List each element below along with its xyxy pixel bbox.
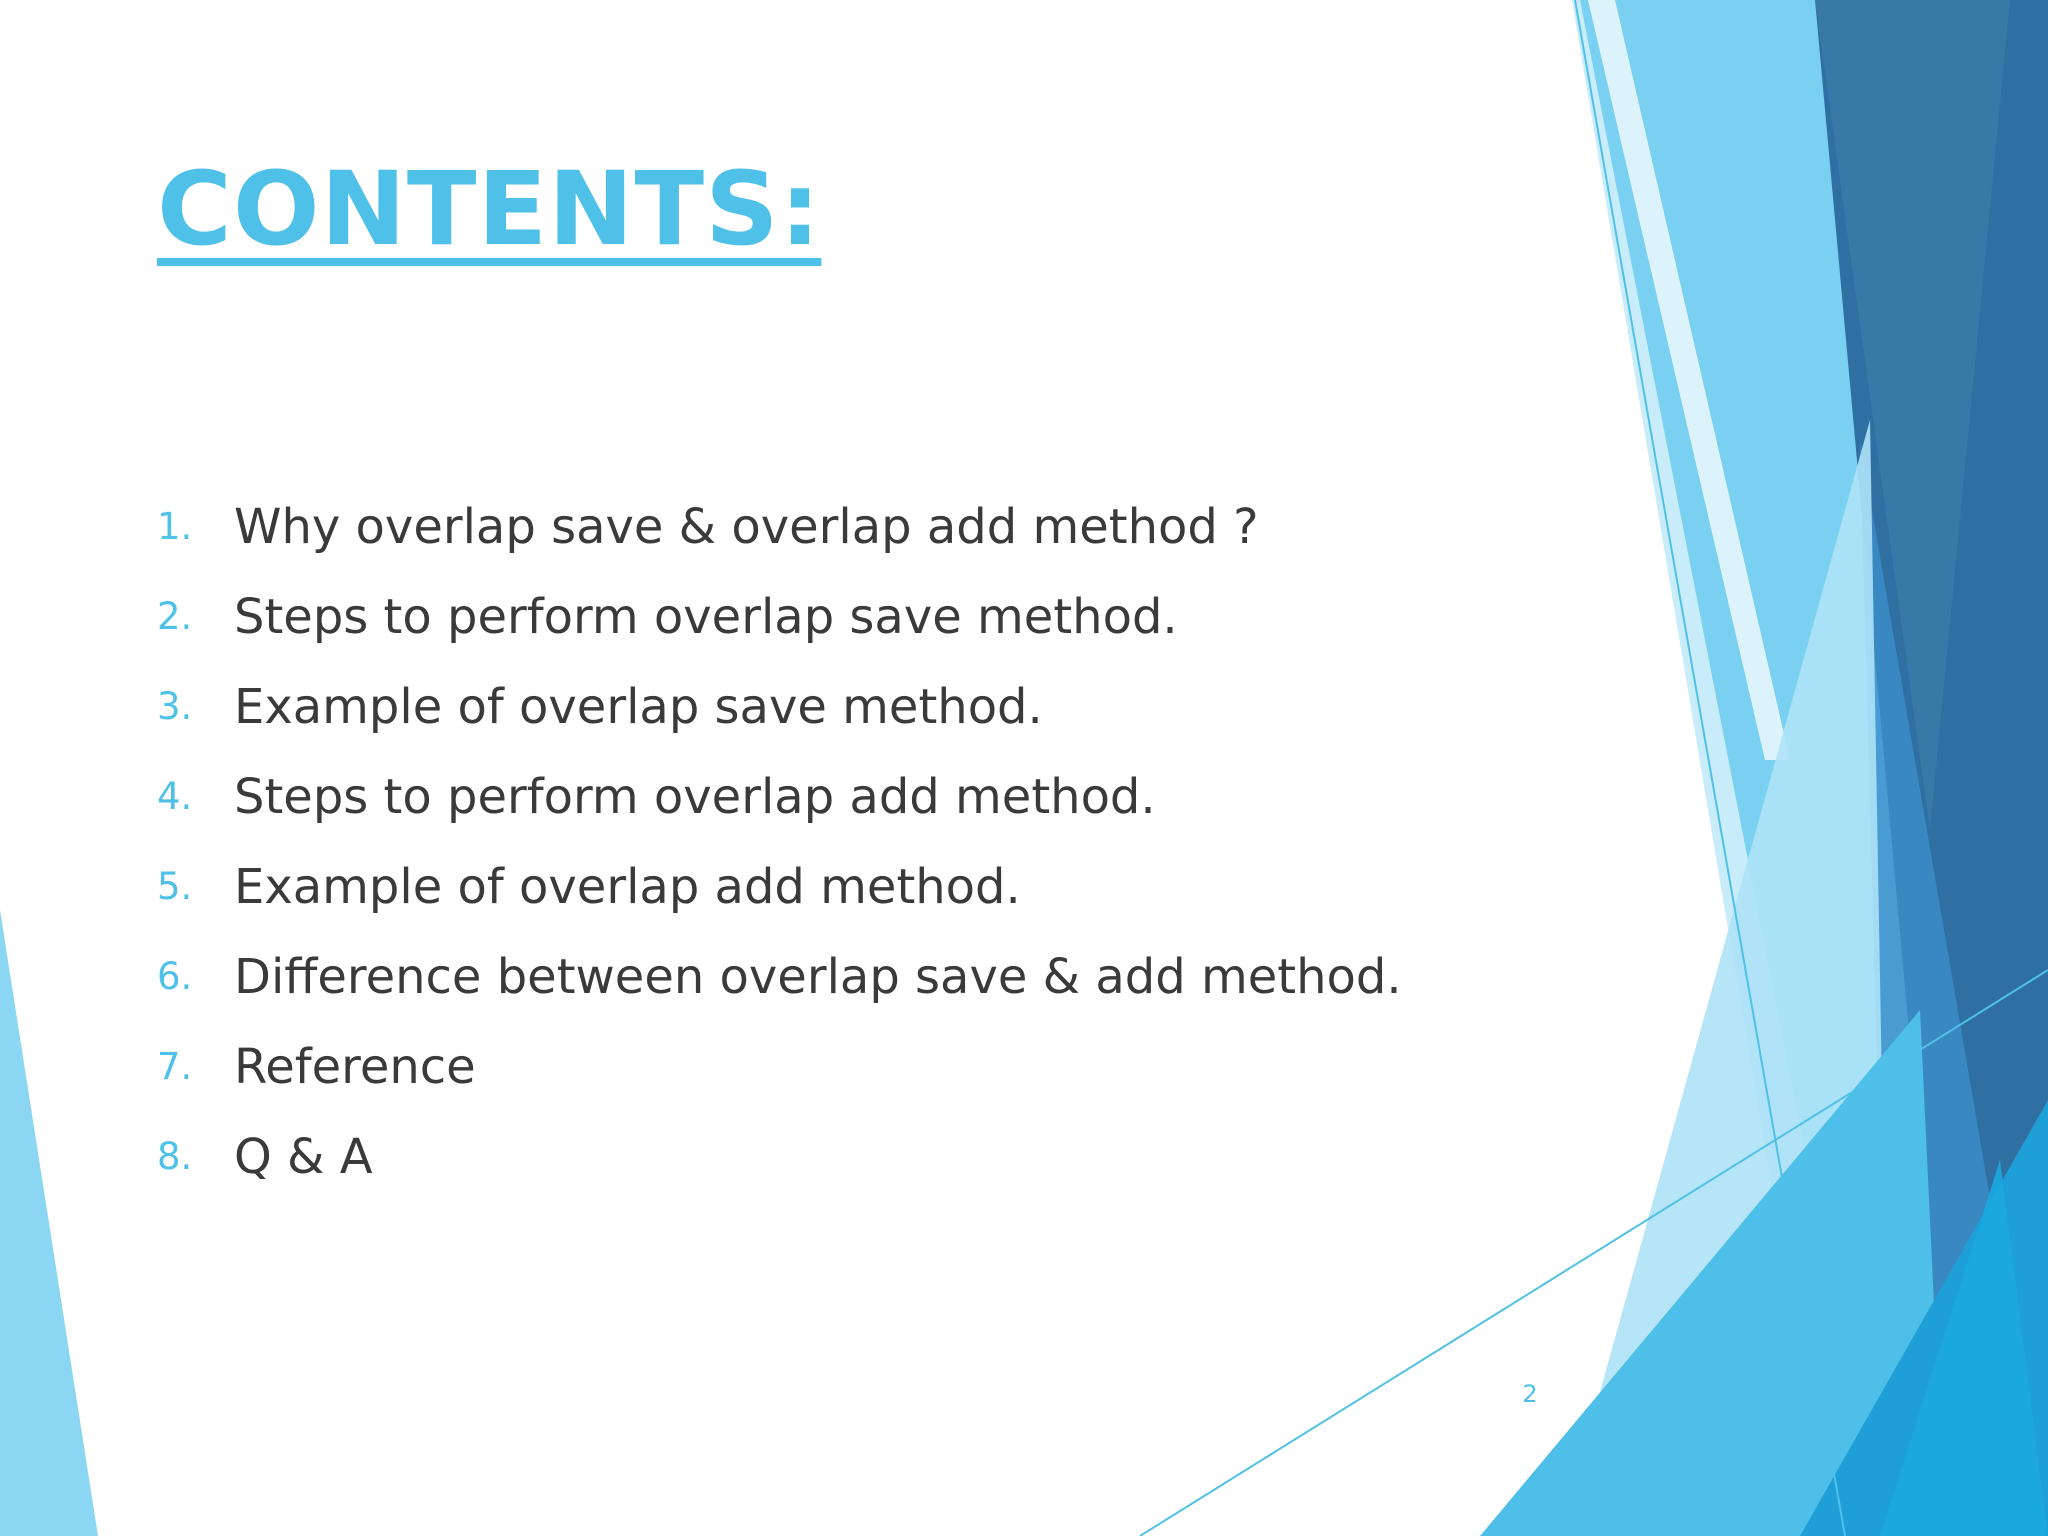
slide-title: CONTENTS: <box>157 150 822 269</box>
list-item-text: Why overlap save & overlap add method ? <box>234 499 1259 555</box>
list-item-number: 8. <box>157 1135 193 1178</box>
list-item-text: Difference between overlap save & add method. <box>234 949 1402 1005</box>
left-edge-triangle <box>0 910 98 1536</box>
list-item-number: 7. <box>157 1045 193 1088</box>
list-item-number: 4. <box>157 775 193 818</box>
list-item-number: 5. <box>157 865 193 908</box>
list-item-text: Reference <box>234 1039 476 1095</box>
list-item-number: 1. <box>157 505 193 548</box>
list-item-text: Steps to perform overlap save method. <box>234 589 1178 645</box>
list-item-text: Example of overlap add method. <box>234 859 1021 915</box>
list-item-number: 3. <box>157 685 193 728</box>
list-item-number: 6. <box>157 955 193 998</box>
slide-page-number: 2 <box>1522 1380 1538 1408</box>
list-item-text: Steps to perform overlap add method. <box>234 769 1156 825</box>
list-item-number: 2. <box>157 595 193 638</box>
list-item-text: Example of overlap save method. <box>234 679 1043 735</box>
list-item-text: Q & A <box>234 1129 373 1185</box>
